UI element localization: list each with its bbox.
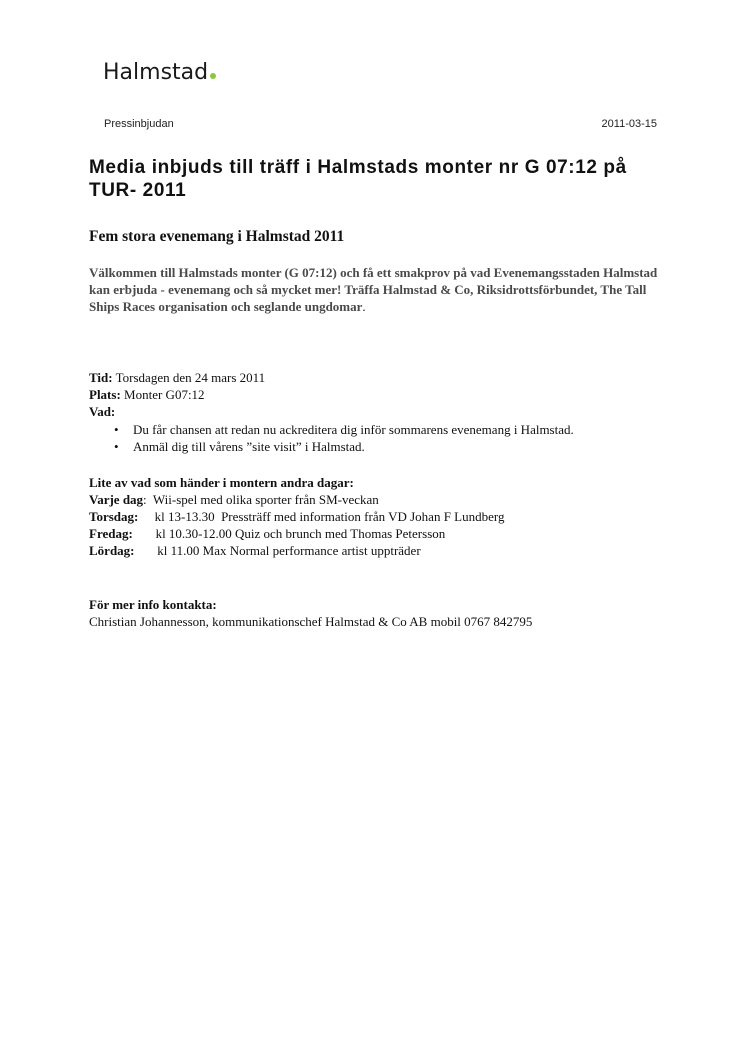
schedule-row	[89, 525, 669, 542]
contact-heading-text: För mer info kontakta:	[89, 597, 217, 612]
list-item-text: Du får chansen att redan nu ackreditera dig inför sommarens evenemang i Halmstad.	[133, 422, 574, 437]
schedule-row	[89, 491, 669, 508]
schedule-day: Fredag:	[89, 526, 133, 541]
page-title: Media inbjuds till träff i Halmstads monter nr G 07:12 på TUR- 2011	[89, 157, 627, 201]
halmstad-logo	[103, 58, 216, 88]
schedule-day: Varje dag	[89, 492, 144, 507]
event-details	[89, 369, 669, 455]
place-value: Monter G07:12	[120, 387, 205, 402]
schedule-row	[89, 508, 669, 525]
what-line	[89, 403, 669, 420]
bullet-icon: •	[114, 422, 119, 437]
schedule-text: kl 11.00 Max Normal performance artist uppträder	[134, 543, 421, 558]
schedule-day: Lördag:	[89, 543, 135, 558]
time-value: Torsdagen den 24 mars 2011	[112, 370, 266, 385]
time-line	[89, 369, 669, 386]
schedule-text: kl 13-13.30 Pressträff med information från VD Johan F Lundberg	[138, 509, 505, 524]
what-list	[89, 421, 669, 455]
list-item-text: Anmäl dig till vårens ”site visit” i Halmstad.	[133, 439, 365, 454]
schedule-heading-text: Lite av vad som händer i montern andra dagar:	[89, 475, 354, 490]
document-date: 2011-03-15	[601, 118, 657, 130]
list-item	[89, 438, 669, 455]
intro-text: Välkommen till Halmstads monter (G 07:12) och få ett smakprov på vad Evenemangsstaden Halmstad kan erbjuda - evenemang och så mycket mer! Träffa Halmstad & Co, Riksidrottsförbundet, The Tall Ships Races organisation och seglande ungdomar	[89, 265, 658, 314]
subheadline: Fem stora evenemang i Halmstad 2011	[89, 228, 345, 245]
schedule-text: kl 10.30-12.00 Quiz och brunch med Thomas Petersson	[132, 526, 446, 541]
schedule-sep: :	[143, 492, 147, 507]
place-label: Plats:	[89, 387, 121, 402]
contact-section	[89, 596, 669, 630]
document-type: Pressinbjudan	[104, 118, 174, 130]
schedule-day: Torsdag:	[89, 509, 139, 524]
list-item	[89, 421, 669, 438]
place-line	[89, 386, 669, 403]
what-label: Vad:	[89, 404, 116, 419]
time-label: Tid:	[89, 370, 113, 385]
intro-end: .	[362, 299, 366, 314]
logo-text: Halmstad	[103, 60, 209, 85]
schedule-section	[89, 474, 669, 559]
schedule-heading	[89, 474, 669, 491]
contact-text: Christian Johannesson, kommunikationschef Halmstad & Co AB mobil 0767 842795	[89, 614, 533, 629]
bullet-icon: •	[114, 439, 119, 454]
schedule-row	[89, 542, 669, 559]
intro-paragraph	[89, 264, 669, 315]
logo-dot-icon	[210, 73, 216, 79]
contact-heading	[89, 596, 669, 613]
schedule-text: Wii-spel med olika sporter från SM-veckan	[146, 492, 379, 507]
